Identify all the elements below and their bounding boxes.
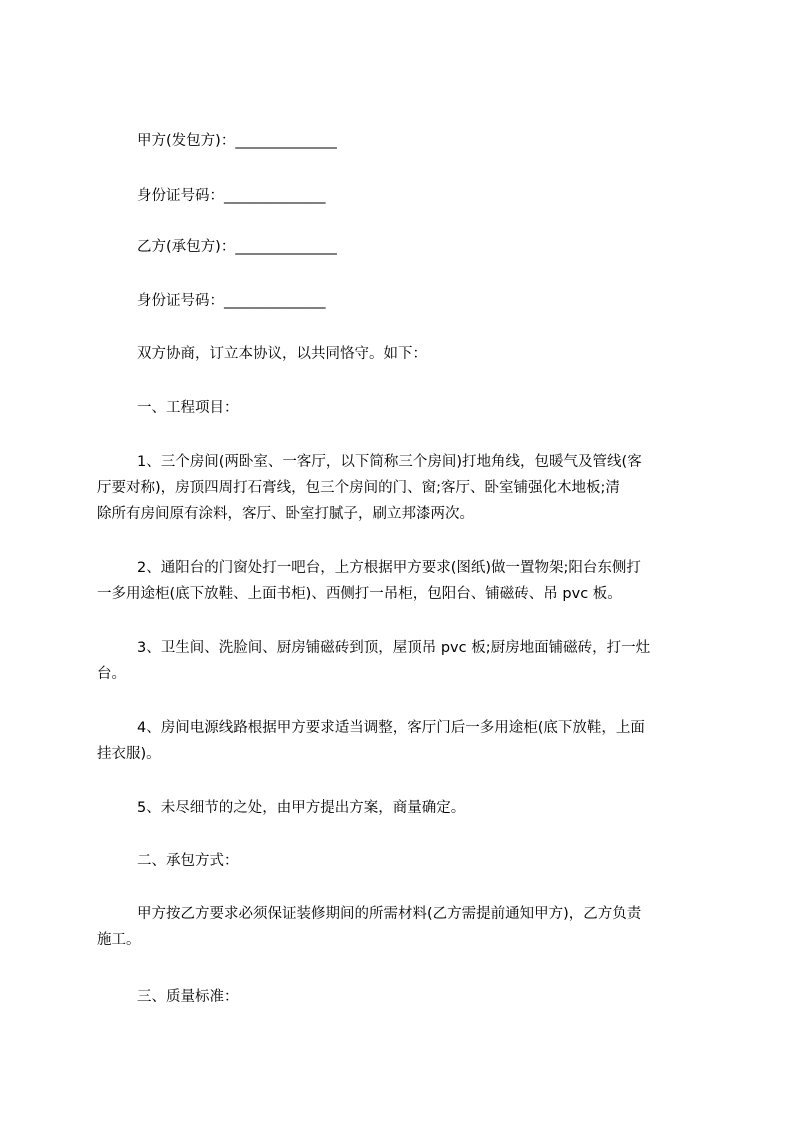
party-b-id-label: 身份证号码：: [137, 293, 224, 309]
section-2-body: [97, 901, 702, 953]
party-b-label: 乙方(承包方)：: [137, 239, 236, 255]
party-b-id-line: [137, 291, 326, 311]
section-2-heading: 二、承包方式：: [137, 853, 239, 869]
party-a-label: 甲方(发包方)：: [137, 133, 236, 149]
section-3-heading: 三、质量标准：: [137, 989, 239, 1005]
item-4-line-1: 4、房间电源线路根据甲方要求适当调整，客厅门后一多用途柜(底下放鞋，上面: [137, 720, 645, 736]
item-5-line-1: 5、未尽细节的之处，由甲方提出方案，商量确定。: [137, 800, 466, 816]
section-1-heading: 一、工程项目：: [137, 400, 239, 416]
item-3: [97, 635, 702, 687]
section-2-line-2: 施工。: [97, 932, 141, 948]
item-2: [97, 555, 702, 607]
item-1: [97, 449, 702, 527]
party-b-id-blank: ______________: [224, 293, 326, 309]
item-2-line-1: 2、通阳台的门窗处打一吧台，上方根据甲方要求(图纸)做一置物架;阳台东侧打: [137, 560, 641, 576]
item-1-line-2: 厅要对称)，房顶四周打石膏线，包三个房间的门、窗;客厅、卧室铺强化木地板;清: [97, 480, 620, 496]
party-a-id-blank: ______________: [224, 188, 326, 204]
party-a-id-label: 身份证号码：: [137, 188, 224, 204]
item-1-line-1: 1、三个房间(两卧室、一客厅，以下简称三个房间)打地角线，包暖气及管线(客: [137, 454, 642, 470]
party-a-blank: ______________: [235, 133, 337, 149]
item-2-line-2: 一多用途柜(底下放鞋、上面书柜)、西侧打一吊柜，包阳台、铺磁砖、吊 pvc 板。: [97, 586, 622, 602]
item-5: [137, 795, 702, 821]
party-a-id-line: [137, 186, 326, 206]
section-2-line-1: 甲方按乙方要求必须保证装修期间的所需材料(乙方需提前通知甲方)，乙方负责: [137, 906, 642, 922]
item-4-line-2: 挂衣服)。: [97, 746, 161, 762]
item-3-line-2: 台。: [97, 666, 126, 682]
intro-text: 双方协商，订立本协议，以共同恪守。如下：: [137, 346, 427, 362]
party-b-blank: ______________: [235, 239, 337, 255]
item-1-line-3: 除所有房间原有涂料，客厅、卧室打腻子，刷立邦漆两次。: [97, 506, 474, 522]
party-b-line: [137, 237, 337, 257]
party-a-line: [137, 131, 337, 151]
item-3-line-1: 3、卫生间、洗脸间、厨房铺磁砖到顶，屋顶吊 pvc 板;厨房地面铺磁砖，打一灶: [137, 640, 651, 656]
item-4: [97, 715, 702, 767]
